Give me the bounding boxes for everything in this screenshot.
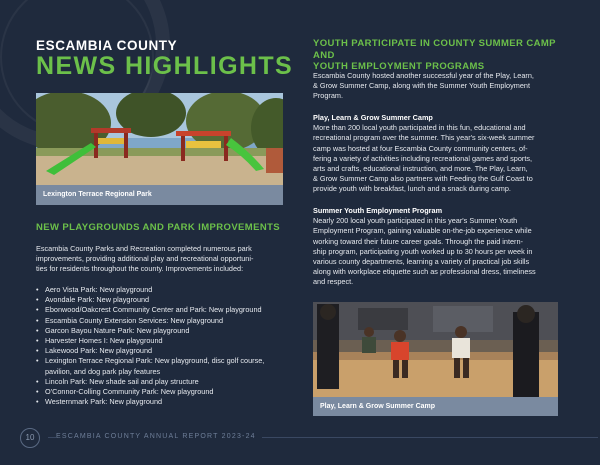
playgrounds-intro-line: ties for residents throughout the county. Improvements included: [36, 264, 244, 274]
summer-camp-title: Play, Learn & Grow Summer Camp [313, 113, 433, 122]
playground-photo [36, 93, 283, 185]
list-item: • Aero Vista Park: New playground [36, 285, 153, 294]
page-title: NEWS HIGHLIGHTS [36, 52, 294, 80]
playground-photo-caption: Lexington Terrace Regional Park [36, 185, 283, 205]
page-number: 10 [20, 428, 40, 448]
playgrounds-heading: NEW PLAYGROUNDS AND PARK IMPROVEMENTS [36, 222, 281, 233]
youth-intro [313, 71, 570, 102]
youth-employment-section [313, 206, 570, 288]
summer-camp-photo [313, 302, 558, 397]
summer-camp-line: arts and crafts, educational instruction, and more. The Play, Learn, [313, 164, 528, 174]
list-item: • Ebonwood/Oakcrest Community Center and Park: New playground [36, 305, 262, 315]
list-item: • Escambia County Extension Services: New playground [36, 315, 224, 325]
summer-camp-line: fering a variety of activities including recreational games and sports, [313, 153, 533, 163]
list-item: • O'Connor-Colling Community Park: New playground [36, 387, 214, 397]
youth-intro-line: & Grow Summer Camp, along with the Summer Youth Employment [313, 81, 530, 91]
youth-heading-line: YOUTH PARTICIPATE IN COUNTY SUMMER CAMP AND [313, 38, 556, 61]
youth-employment-title: Summer Youth Employment Program [313, 206, 443, 215]
summer-camp-section [313, 113, 570, 195]
summer-camp-line: camp was hosted at four Escambia County community centers, of- [313, 143, 528, 153]
youth-employment-line: ship program, participating youth worked up to 30 hours per week in [313, 246, 533, 256]
youth-employment-line: working toward their future career goals. Through the paid intern- [313, 236, 523, 246]
youth-employment-line: and respect. [313, 277, 354, 287]
summer-camp-photo-caption: Play, Learn & Grow Summer Camp [313, 397, 558, 416]
list-item: • Westernmark Park: New playground [36, 397, 163, 407]
list-item: • Harvester Homes I: New playground [36, 336, 163, 346]
youth-intro-line: Program. [313, 91, 344, 101]
youth-employment-line: Employment Program, gaining valuable on-the-job experience while [313, 226, 532, 236]
playground-improvement-list [36, 285, 304, 407]
playgrounds-intro-line: Escambia County Parks and Recreation completed numerous park [36, 244, 252, 253]
summer-camp-line: recreational program over the summer. This year's six-week summer [313, 133, 535, 143]
list-item: • Lexington Terrace Regional Park: New playground, disc golf course, [36, 356, 265, 366]
list-item: • Lakewood Park: New playground [36, 346, 153, 356]
playgrounds-intro-line: improvements, providing additional play and recreational opportuni- [36, 254, 254, 264]
summer-camp-line: & Grow Summer Camp also partners with Feeding the Gulf Coast to [313, 174, 533, 184]
youth-heading-line: YOUTH EMPLOYMENT PROGRAMS [313, 61, 485, 72]
youth-heading [313, 38, 570, 73]
youth-employment-line: Nearly 200 local youth participated in this year's Summer Youth [313, 216, 518, 226]
playgrounds-intro [36, 244, 298, 275]
youth-employment-line: along with workplace etiquette such as professional dress, timeliness [313, 267, 536, 277]
summer-camp-line: provide youth with breakfast, lunch and a snack during camp. [313, 184, 511, 194]
list-item: • Avondale Park: New playground [36, 295, 150, 305]
page-kicker: ESCAMBIA COUNTY [36, 38, 178, 53]
list-item-continuation: pavilion, and dog park play features [45, 366, 161, 376]
list-item: • Lincoln Park: New shade sail and play structure [36, 376, 199, 386]
youth-employment-line: various county departments, learning a variety of practical job skills [313, 257, 530, 267]
youth-intro-line: Escambia County hosted another successful year of the Play, Learn, [313, 71, 534, 80]
list-item: • Garcon Bayou Nature Park: New playground [36, 325, 190, 335]
summer-camp-line: More than 200 local youth participated in this fun, educational and [313, 123, 526, 133]
report-title: ESCAMBIA COUNTY ANNUAL REPORT 2023-24 [56, 433, 262, 440]
